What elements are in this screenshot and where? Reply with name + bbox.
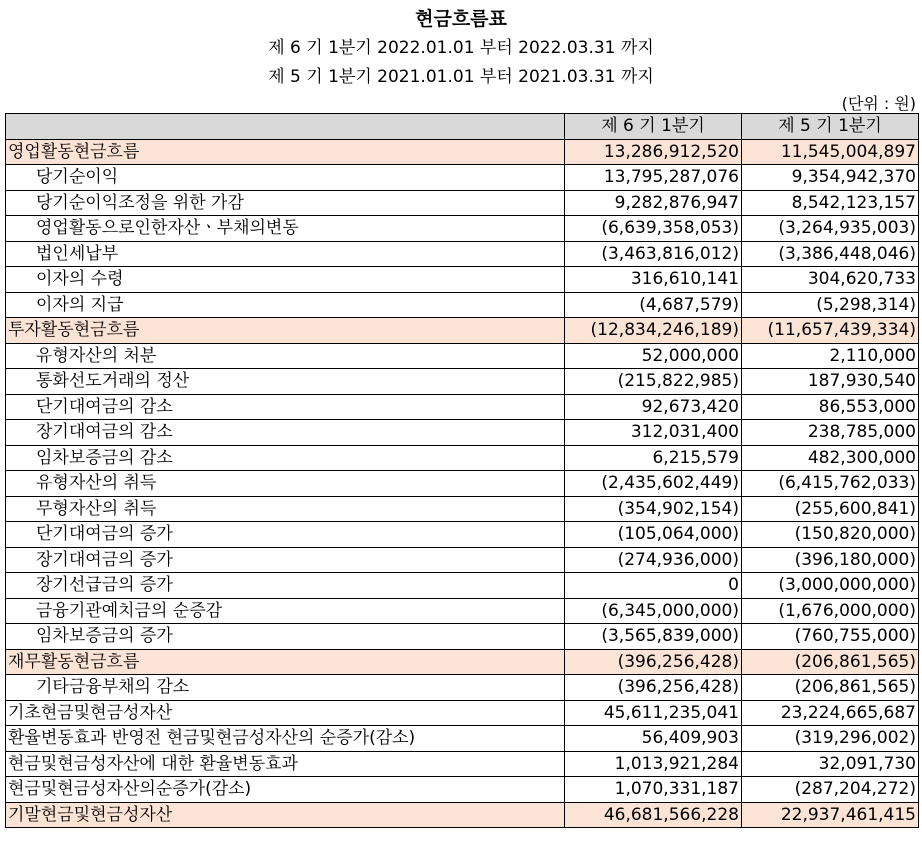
account-label: 현금및현금성자산에 대한 환율변동효과 (6, 751, 565, 777)
current-period-amount: (215,822,985) (565, 369, 742, 395)
current-period-amount: 45,611,235,041 (565, 700, 742, 726)
table-row (6, 267, 919, 293)
section-row (6, 318, 919, 344)
current-period-amount: 13,795,287,076 (565, 165, 742, 191)
table-row (6, 496, 919, 522)
account-label: 이자의 지급 (6, 292, 565, 318)
previous-period-amount: 187,930,540 (742, 369, 919, 395)
account-label: 단기대여금의 감소 (6, 394, 565, 420)
header-current-period: 제 6 기 1분기 (565, 114, 742, 140)
current-period-amount: (105,064,000) (565, 522, 742, 548)
table-row (6, 369, 919, 395)
account-label: 유형자산의 처분 (6, 343, 565, 369)
previous-period-amount: 2,110,000 (742, 343, 919, 369)
account-label: 이자의 수령 (6, 267, 565, 293)
previous-period-amount: (3,000,000,000) (742, 573, 919, 599)
table-row (6, 700, 919, 726)
account-label: 기초현금및현금성자산 (6, 700, 565, 726)
account-label: 법인세납부 (6, 241, 565, 267)
table-row (6, 777, 919, 803)
previous-period-amount: 9,354,942,370 (742, 165, 919, 191)
table-row (6, 420, 919, 446)
current-period-amount: 56,409,903 (565, 726, 742, 752)
table-row (6, 547, 919, 573)
statement-title: 현금흐름표 (415, 8, 507, 30)
previous-period-amount: (206,861,565) (742, 649, 919, 675)
current-period-amount: (2,435,602,449) (565, 471, 742, 497)
table-row (6, 343, 919, 369)
current-period-amount: 0 (565, 573, 742, 599)
account-label: 환율변동효과 반영전 현금및현금성자산의 순증가(감소) (6, 726, 565, 752)
account-label: 투자활동현금흐름 (6, 318, 565, 344)
previous-period-amount: (396,180,000) (742, 547, 919, 573)
current-period-amount: (3,463,816,012) (565, 241, 742, 267)
current-period-amount: 6,215,579 (565, 445, 742, 471)
current-period-amount: (354,902,154) (565, 496, 742, 522)
account-label: 장기선급금의 증가 (6, 573, 565, 599)
table-row (6, 165, 919, 191)
account-label: 당기순이익 (6, 165, 565, 191)
table-row (6, 751, 919, 777)
previous-period-amount: (287,204,272) (742, 777, 919, 803)
current-period-amount: (396,256,428) (565, 649, 742, 675)
unit-label: (단위 : 원) (841, 94, 916, 113)
table-row (6, 471, 919, 497)
account-label: 재무활동현금흐름 (6, 649, 565, 675)
account-label: 임차보증금의 증가 (6, 624, 565, 650)
previous-period-amount: (319,296,002) (742, 726, 919, 752)
table-row (6, 241, 919, 267)
table-row (6, 394, 919, 420)
account-label: 기타금융부채의 감소 (6, 675, 565, 701)
previous-period-amount: 22,937,461,415 (742, 802, 919, 828)
table-row (6, 190, 919, 216)
account-label: 영업활동현금흐름 (6, 139, 565, 165)
cash-flow-table (5, 113, 919, 828)
current-period-amount: (6,345,000,000) (565, 598, 742, 624)
account-label: 현금및현금성자산의순증가(감소) (6, 777, 565, 803)
previous-period-amount: (6,415,762,033) (742, 471, 919, 497)
table-body (6, 139, 919, 828)
account-label: 장기대여금의 증가 (6, 547, 565, 573)
current-period-amount: (396,256,428) (565, 675, 742, 701)
previous-period-amount: 23,224,665,687 (742, 700, 919, 726)
previous-period-amount: 11,545,004,897 (742, 139, 919, 165)
account-label: 기말현금및현금성자산 (6, 802, 565, 828)
header-previous-period: 제 5 기 1분기 (742, 114, 919, 140)
previous-period-amount: (3,264,935,003) (742, 216, 919, 242)
period-line-current: 제 6 기 1분기 2022.01.01 부터 2022.03.31 까지 (268, 38, 654, 58)
current-period-amount: 52,000,000 (565, 343, 742, 369)
current-period-amount: 46,681,566,228 (565, 802, 742, 828)
account-label: 유형자산의 취득 (6, 471, 565, 497)
account-label: 금융기관예치금의 순증감 (6, 598, 565, 624)
account-label: 무형자산의 취득 (6, 496, 565, 522)
current-period-amount: 1,013,921,284 (565, 751, 742, 777)
previous-period-amount: 238,785,000 (742, 420, 919, 446)
period-line-previous: 제 5 기 1분기 2021.01.01 부터 2021.03.31 까지 (268, 67, 654, 87)
account-label: 당기순이익조정을 위한 가감 (6, 190, 565, 216)
previous-period-amount: 304,620,733 (742, 267, 919, 293)
account-label: 영업활동으로인한자산ㆍ부채의변동 (6, 216, 565, 242)
previous-period-amount: (206,861,565) (742, 675, 919, 701)
table-row (6, 216, 919, 242)
current-period-amount: 316,610,141 (565, 267, 742, 293)
table-row (6, 624, 919, 650)
table-row (6, 522, 919, 548)
current-period-amount: 1,070,331,187 (565, 777, 742, 803)
previous-period-amount: (11,657,439,334) (742, 318, 919, 344)
previous-period-amount: 8,542,123,157 (742, 190, 919, 216)
previous-period-amount: 32,091,730 (742, 751, 919, 777)
table-header-row (6, 114, 919, 140)
previous-period-amount: 482,300,000 (742, 445, 919, 471)
table-row (6, 598, 919, 624)
header-account (6, 114, 565, 140)
current-period-amount: (4,687,579) (565, 292, 742, 318)
previous-period-amount: (1,676,000,000) (742, 598, 919, 624)
table-row (6, 726, 919, 752)
current-period-amount: (12,834,246,189) (565, 318, 742, 344)
table-row (6, 573, 919, 599)
account-label: 통화선도거래의 정산 (6, 369, 565, 395)
section-row (6, 139, 919, 165)
current-period-amount: (6,639,358,053) (565, 216, 742, 242)
table-row (6, 292, 919, 318)
previous-period-amount: (5,298,314) (742, 292, 919, 318)
section-row (6, 802, 919, 828)
current-period-amount: 92,673,420 (565, 394, 742, 420)
previous-period-amount: 86,553,000 (742, 394, 919, 420)
current-period-amount: (3,565,839,000) (565, 624, 742, 650)
account-label: 장기대여금의 감소 (6, 420, 565, 446)
previous-period-amount: (255,600,841) (742, 496, 919, 522)
section-row (6, 649, 919, 675)
table-row (6, 675, 919, 701)
previous-period-amount: (3,386,448,046) (742, 241, 919, 267)
current-period-amount: 13,286,912,520 (565, 139, 742, 165)
account-label: 단기대여금의 증가 (6, 522, 565, 548)
table-row (6, 445, 919, 471)
current-period-amount: (274,936,000) (565, 547, 742, 573)
current-period-amount: 312,031,400 (565, 420, 742, 446)
previous-period-amount: (150,820,000) (742, 522, 919, 548)
current-period-amount: 9,282,876,947 (565, 190, 742, 216)
previous-period-amount: (760,755,000) (742, 624, 919, 650)
account-label: 임차보증금의 감소 (6, 445, 565, 471)
